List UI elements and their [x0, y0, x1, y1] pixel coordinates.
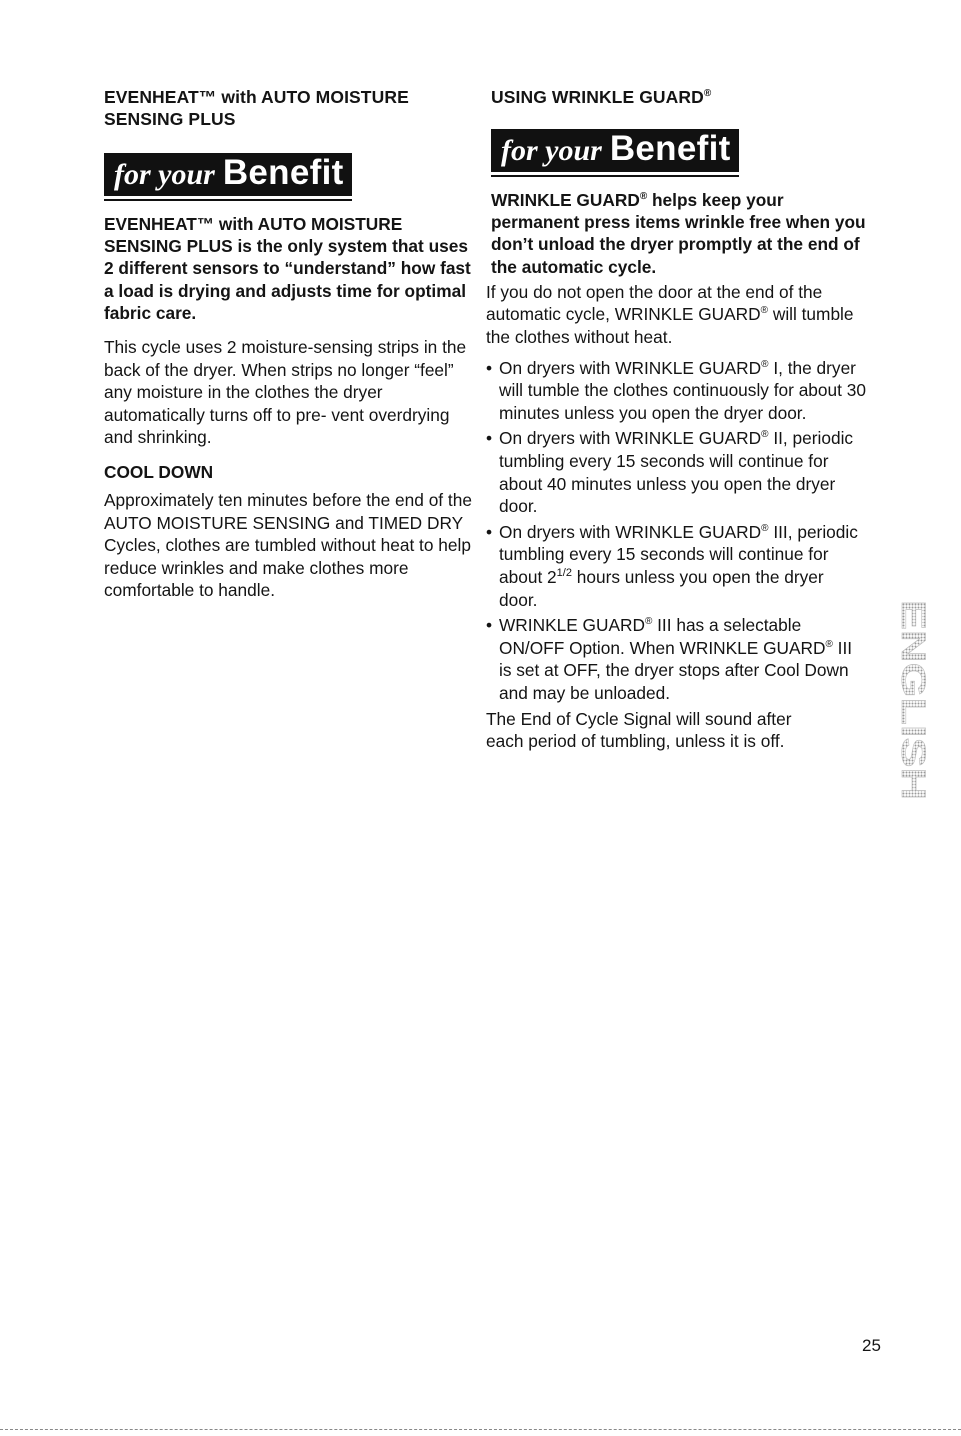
evenheat-lead-text: EVENHEAT™ with AUTO MOISTURE SENSING PLUS is the only system that uses 2 different sensors to “understand” how fast a load is drying and adjusts time for optimal fabric care. — [104, 214, 471, 323]
side-tab-text: ENGLISH — [894, 600, 932, 752]
english-tab-icon — [876, 598, 932, 802]
for-your-benefit-banner — [491, 129, 739, 177]
right-column — [486, 86, 866, 753]
wrinkle-guard-lead-text: WRINKLE GUARD® helps keep your permanent press items wrinkle free when you don’t unload the dryer promptly at the end of the automatic cycle. — [491, 190, 866, 277]
cool-down-body-text: Approximately ten minutes before the end of the AUTO MOISTURE SENSING and TIMED DRY Cycles, clothes are tumbled without heat to help reduce wrinkles and make clothes more comfortable to handle. — [104, 489, 472, 601]
left-column — [104, 86, 476, 602]
page-bottom-rule — [0, 1429, 961, 1430]
section-heading-evenheat: EVENHEAT™ with AUTO MOISTURE SENSING PLUS — [104, 87, 409, 129]
banner-for-your: for your — [114, 158, 215, 191]
banner-rule — [104, 199, 352, 201]
page-number: 25 — [862, 1336, 881, 1355]
banner-for-your: for your — [501, 134, 602, 167]
list-item: • On dryers with WRINKLE GUARD® II, periodic tumbling every 15 seconds will continue for about 40 minutes unless you open the dryer door. — [486, 427, 866, 517]
evenheat-body-text: This cycle uses 2 moisture-sensing strips in the back of the dryer. When strips no longer “feel” any moisture in the clothes the dryer automatically turns off to pre- vent overdrying and shrinking. — [104, 337, 467, 448]
language-side-tab — [876, 598, 932, 802]
list-item: • WRINKLE GUARD® III has a selectable ON/OFF Option. When WRINKLE GUARD® III is set at OFF, the dryer stops after Cool Down and may be unloaded. — [486, 614, 866, 704]
end-of-cycle-text: The End of Cycle Signal will sound after each period of tumbling, unless it is off. — [486, 708, 792, 752]
for-your-benefit-banner — [104, 153, 352, 201]
banner-benefit: Benefit — [609, 129, 731, 168]
wrinkle-guard-bullets — [486, 357, 866, 705]
list-item: • On dryers with WRINKLE GUARD® I, the dryer will tumble the clothes continuously for about 30 minutes unless you open the dryer door. — [486, 357, 866, 425]
section-heading-wrinkle-guard: USING WRINKLE GUARD® — [491, 87, 712, 107]
banner-benefit: Benefit — [222, 153, 344, 192]
fraction-one-half: 1/2 — [556, 567, 572, 580]
wrinkle-guard-intro-text: If you do not open the door at the end of the automatic cycle, WRINKLE GUARD® will tumble the clothes without heat. — [486, 281, 854, 347]
cool-down-heading: COOL DOWN — [104, 461, 214, 482]
list-item: • On dryers with WRINKLE GUARD® III, periodic tumbling every 15 seconds will continue for about $2^{1/2}$ hours unless you open the dryer door. — [486, 521, 866, 611]
banner-rule — [491, 175, 739, 177]
